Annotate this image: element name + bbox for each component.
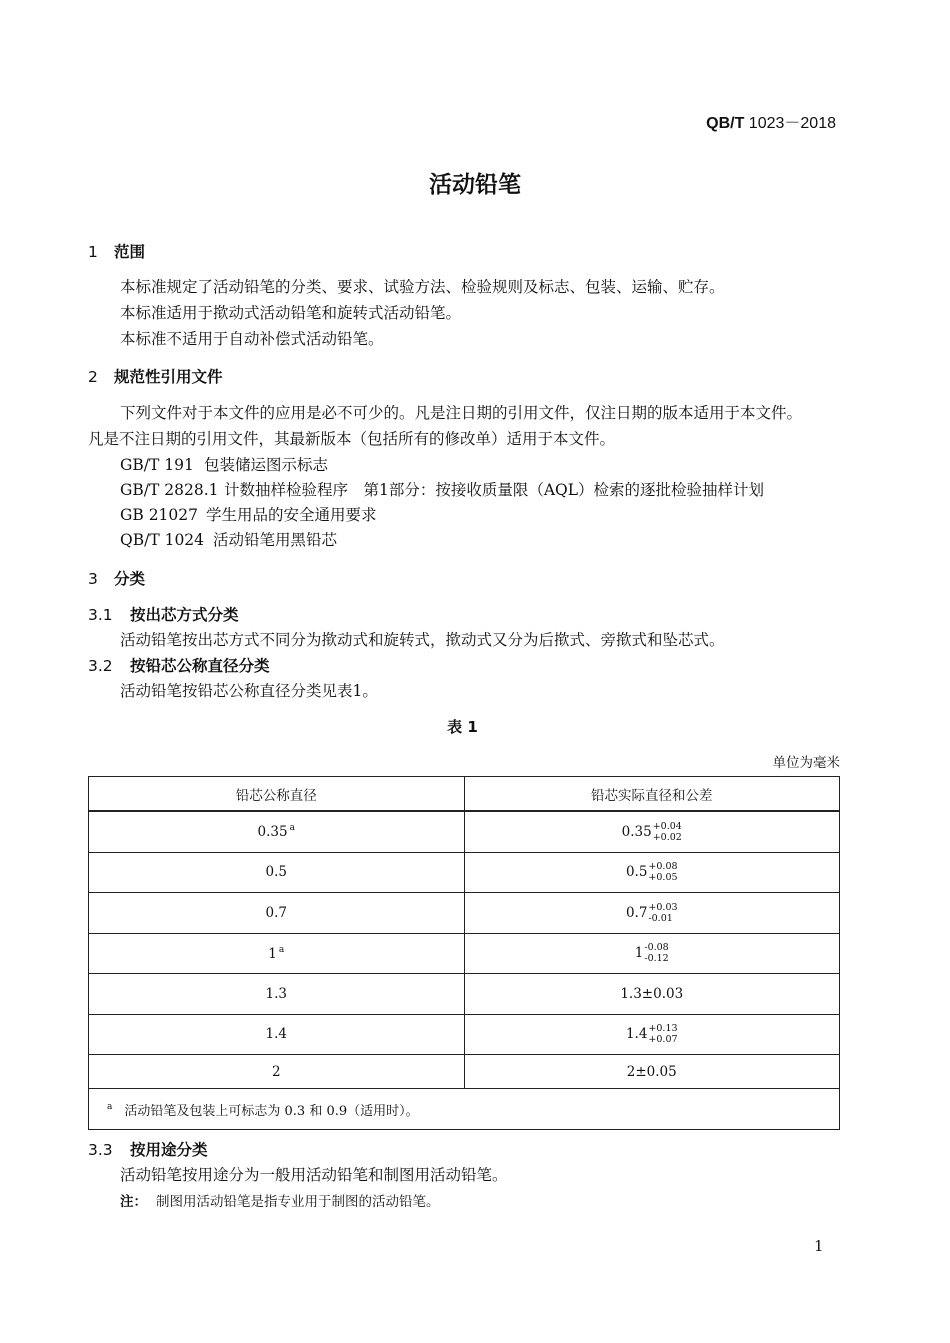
page-number: 1 [814,1237,824,1255]
subsection-3-1-heading [88,603,239,625]
subsection-title: 按出芯方式分类 [130,606,239,624]
diameter-table [88,776,840,1130]
subsection-title: 按铅芯公称直径分类 [130,657,270,675]
paragraph: 活动铅笔按铅芯公称直径分类见表1。 [120,682,378,700]
upper-deviation: -0.08 [644,942,669,954]
nominal-cell [89,893,465,934]
reference-code: GB 21027 [120,506,199,524]
section-number: 3 [88,570,98,588]
table-unit: 单位为毫米 [772,755,840,771]
standard-code [706,110,836,133]
standard-code-prefix: QB/T [706,115,745,132]
footnote-mark: a [289,823,295,834]
tolerance-value: 1.3±0.03 [620,985,684,1002]
table-row [89,933,840,974]
table-row [89,974,840,1015]
column-header: 铅芯实际直径和公差 [464,777,840,812]
nominal-value: 1 [268,945,277,962]
section-number: 1 [88,243,98,261]
nominal-cell [89,811,465,852]
subsection-number: 3.2 [88,657,113,675]
subsection-title: 按用途分类 [130,1141,208,1159]
base-value: 0.7 [625,904,648,921]
nominal-value: 1.4 [265,1026,287,1043]
subsection-3-2-heading [88,654,270,676]
subsection-number: 3.3 [88,1141,113,1159]
tolerance-cell [464,893,840,934]
reference-title: 学生用品的安全通用要求 [206,506,377,524]
subsection-number: 3.1 [88,606,113,624]
tolerance-cell [464,1014,840,1055]
tolerance-cell [464,811,840,852]
upper-deviation: +0.03 [648,901,678,913]
tolerance-cell [464,974,840,1015]
nominal-value: 0.7 [265,904,287,921]
table-footnote [89,1089,840,1130]
reference-title: 活动铅笔用黑铅芯 [213,531,338,549]
footnote-mark: a [278,944,285,955]
lower-deviation: +0.05 [648,872,678,884]
nominal-cell [89,933,465,974]
paragraph: 本标准不适用于自动补偿式活动铅笔。 [120,330,384,348]
nominal-cell [89,852,465,893]
base-value: 0.35 [621,823,652,840]
upper-deviation: +0.13 [648,1023,678,1035]
lower-deviation: -0.01 [648,912,673,924]
tolerance-cell [464,933,840,974]
tolerance-cell [464,1055,840,1089]
paragraph: 活动铅笔按用途分为一般用活动铅笔和制图用活动铅笔。 [120,1166,508,1184]
nominal-value: 0.5 [265,864,287,881]
upper-deviation: +0.04 [652,820,682,832]
upper-deviation: +0.08 [648,861,678,873]
reference-title: 包装储运图示标志 [204,456,329,474]
section-title: 分类 [114,570,146,588]
note-text: 制图用活动铅笔是指专业用于制图的活动铅笔。 [156,1194,440,1210]
table-row [89,1014,840,1055]
base-value: 0.5 [625,864,648,881]
column-header: 铅芯公称直径 [89,777,465,812]
lower-deviation: -0.12 [644,953,669,965]
paragraph-line: 下列文件对于本文件的应用是必不可少的。凡是注日期的引用文件，仅注日期的版本适用于本文件。 [120,404,803,422]
section-1-heading [88,240,145,262]
paragraph: 本标准适用于揿动式活动铅笔和旋转式活动铅笔。 [120,304,462,322]
reference-code: GB/T 191 [120,456,194,474]
section-title: 规范性引用文件 [114,368,223,386]
lower-deviation: +0.07 [648,1034,678,1046]
section-3-heading [88,567,145,589]
base-value: 1.4 [625,1026,648,1043]
section-title: 范围 [114,243,146,261]
reference-code: GB/T 2828.1 [120,481,219,499]
paragraph: 本标准规定了活动铅笔的分类、要求、试验方法、检验规则及标志、包装、运输、贮存。 [120,278,725,296]
table-row [89,1055,840,1089]
reference-item [120,453,328,475]
table-row [89,811,840,852]
section-number: 2 [88,368,98,386]
reference-title: 计数抽样检验程序 第1部分：按接收质量限（AQL）检索的逐批检验抽样计划 [224,481,765,499]
paragraph-line: 凡是不注日期的引用文件，其最新版本（包括所有的修改单）适用于本文件。 [88,430,616,448]
tolerance-cell [464,852,840,893]
nominal-value: 2 [271,1063,281,1080]
footnote-text: 活动铅笔及包装上可标志为 0.3 和 0.9（适用时）。 [124,1103,419,1119]
nominal-cell [89,1055,465,1089]
nominal-value: 0.35 [257,824,288,841]
note-label: 注： [120,1194,147,1210]
table-caption: 表 1 [447,718,478,736]
section-2-heading [88,365,223,387]
reference-code: QB/T 1024 [120,531,205,549]
tolerance-value: 2±0.05 [626,1063,677,1080]
table-row [89,852,840,893]
lower-deviation: +0.02 [652,831,682,843]
paragraph: 活动铅笔按出芯方式不同分为揿动式和旋转式，揿动式又分为后揿式、旁揿式和坠芯式。 [120,631,725,649]
table-footnote-row [89,1089,840,1130]
table-row [89,893,840,934]
note [120,1190,440,1210]
base-value: 1 [634,945,644,962]
nominal-value: 1.3 [265,985,287,1002]
nominal-cell [89,974,465,1015]
nominal-cell [89,1014,465,1055]
reference-item [120,503,377,525]
standard-code-number: 1023－2018 [744,115,836,132]
page-title: 活动铅笔 [429,172,521,198]
reference-item [120,478,764,500]
table-header-row [89,777,840,812]
subsection-3-3-heading [88,1138,208,1160]
footnote-mark: a [107,1101,113,1112]
reference-item [120,528,337,550]
